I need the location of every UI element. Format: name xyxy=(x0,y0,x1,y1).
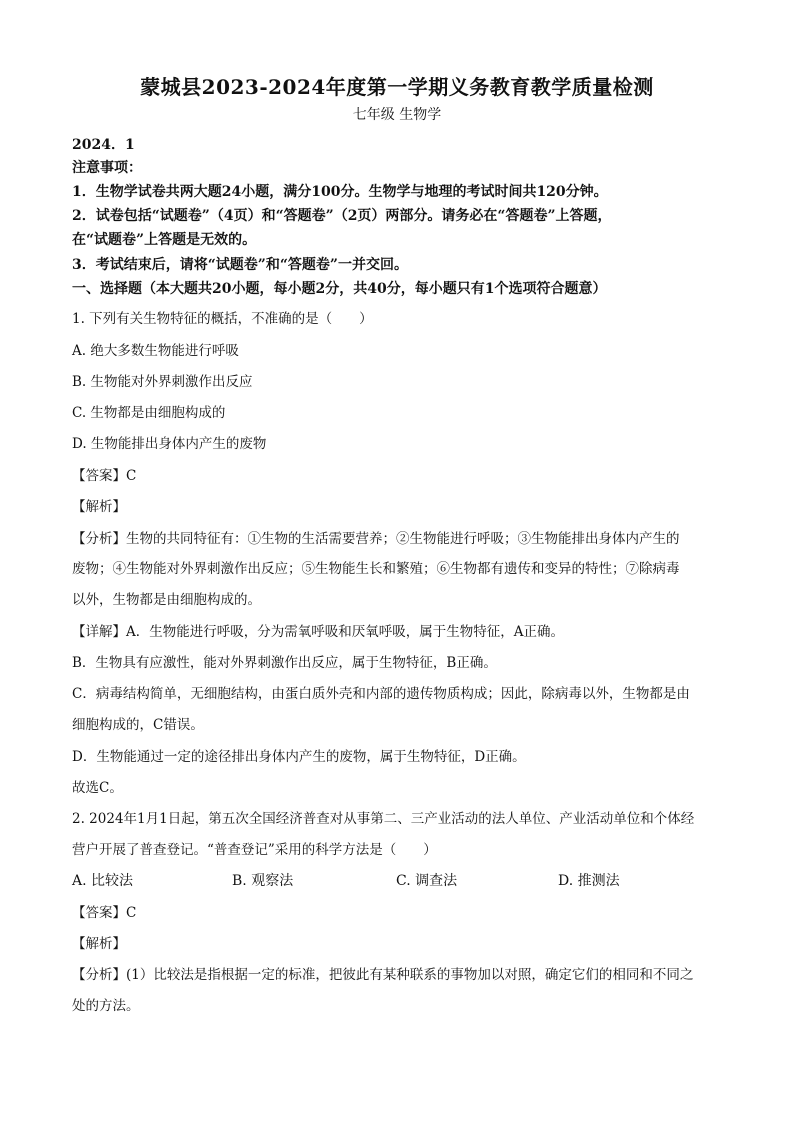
q1-fenxi-line-3: 以外，生物都是由细胞构成的。 xyxy=(72,592,261,608)
q1-detail-c-line-2: 细胞构成的，C错误。 xyxy=(72,717,204,733)
q1-stem: 1. 下列有关生物特征的概括，不准确的是（ ） xyxy=(72,311,373,327)
q2-analysis-label: 【解析】 xyxy=(72,936,126,952)
q1-detail-d: D．生物能通过一定的途径排出身体内产生的废物，属于生物特征，D正确。 xyxy=(72,749,526,765)
q2-stem-line-2: 营户开展了普查登记。“普查登记”采用的科学方法是（ ） xyxy=(72,842,437,858)
section-1-heading: 一、选择题（本大题共20小题，每小题2分，共40分，每小题只有1个选项符合题意） xyxy=(72,281,607,297)
q2-option-b: B. 观察法 xyxy=(232,873,294,889)
q1-option-a: A. 绝大多数生物能进行呼吸 xyxy=(72,343,239,359)
q1-option-d: D. 生物能排出身体内产生的废物 xyxy=(72,436,267,452)
notice-item-3: 3．考试结束后，请将“试题卷”和“答题卷”一并交回。 xyxy=(72,257,408,273)
notice-item-2-line-2: 在“试题卷”上答题是无效的。 xyxy=(72,232,257,248)
q1-fenxi-line-2: 废物；④生物能对外界刺激作出反应；⑤生物能生长和繁殖；⑥生物都有遗传和变异的特性；⑦除病毒 xyxy=(72,561,680,577)
q1-option-c: C. 生物都是由细胞构成的 xyxy=(72,405,226,421)
q2-option-d: D. 推测法 xyxy=(558,873,620,889)
q1-detail-c-line-1: C．病毒结构简单，无细胞结构，由蛋白质外壳和内部的遗传物质构成；因此，除病毒以外，生物都是由 xyxy=(72,686,690,702)
q1-detail-a: 【详解】A．生物能进行呼吸，分为需氧呼吸和厌氧呼吸，属于生物特征，A正确。 xyxy=(72,624,564,640)
exam-date: 2024．1 xyxy=(72,137,135,153)
q2-option-a: A. 比较法 xyxy=(72,873,134,889)
q2-fenxi-line-2: 处的方法。 xyxy=(72,998,140,1014)
q2-stem-line-1: 2. 2024年1月1日起，第五次全国经济普查对从事第二、三产业活动的法人单位、产业活动单位和个体经 xyxy=(72,811,695,827)
notice-item-2-line-1: 2．试卷包括“试题卷”（4页）和“答题卷”（2页）两部分。请务必在“答题卷”上答题， xyxy=(72,208,612,224)
q2-option-c: C. 调查法 xyxy=(396,873,458,889)
q1-option-b: B. 生物能对外界刺激作出反应 xyxy=(72,374,253,390)
q2-answer: 【答案】C xyxy=(72,905,137,921)
q1-analysis-label: 【解析】 xyxy=(72,499,126,515)
q1-answer: 【答案】C xyxy=(72,468,137,484)
q1-detail-b: B．生物具有应激性，能对外界刺激作出反应，属于生物特征，B正确。 xyxy=(72,655,497,671)
notice-heading: 注意事项： xyxy=(72,160,142,176)
exam-subtitle: 七年级 生物学 xyxy=(352,107,442,123)
exam-title: 蒙城县2023-2024年度第一学期义务教育教学质量检测 xyxy=(140,75,654,99)
q1-conclusion: 故选C。 xyxy=(72,780,123,796)
q1-fenxi-line-1: 【分析】生物的共同特征有：①生物的生活需要营养；②生物能进行呼吸；③生物能排出身体内产生的 xyxy=(72,531,680,547)
notice-item-1: 1．生物学试卷共两大题24小题，满分100分。生物学与地理的考试时间共120分钟。 xyxy=(72,184,608,200)
q2-fenxi-line-1: 【分析】(1）比较法是指根据一定的标准，把彼此有某种联系的事物加以对照，确定它们的相同和不同之 xyxy=(72,967,694,983)
